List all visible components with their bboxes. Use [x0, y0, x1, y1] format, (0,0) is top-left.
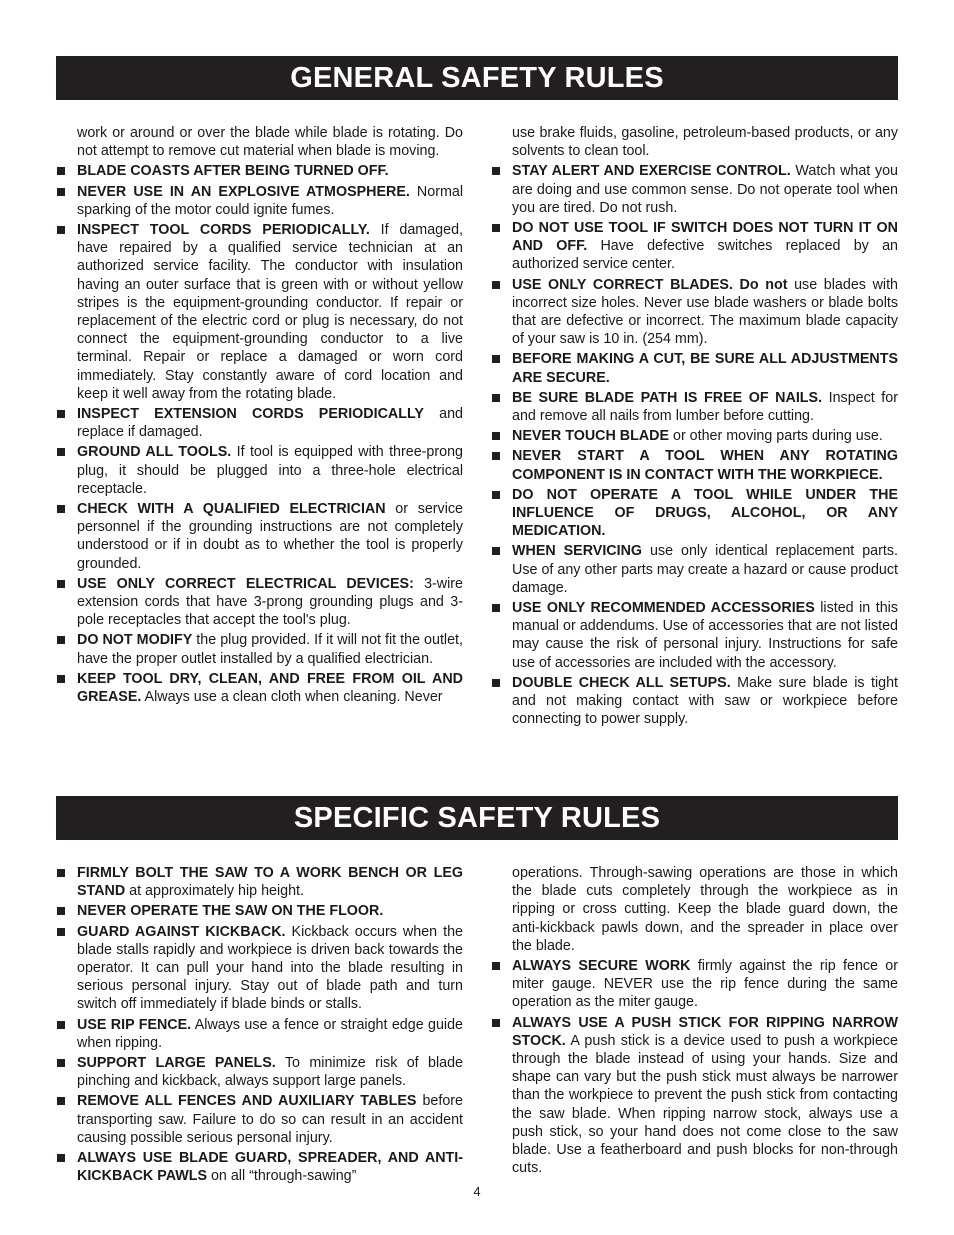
specific-safety-rules-heading: SPECIFIC SAFETY RULES	[56, 796, 898, 840]
rule-item	[491, 486, 898, 541]
rule-text: If damaged, have repaired by a qualified service technician at an authorized service facility. The conductor with insulation having an outer surface that is green with or without yellow stripes is the equipment-grounding conductor. If repair or replacement of the electric cord or plug is necessary, do not connect the equipment-grounding conductor to a live terminal. Repair or replace a damaged or worn cord immediately. Stay constantly aware of cord location and keep it well away from the rotating blade.	[77, 222, 463, 402]
square-bullet-icon	[492, 491, 500, 499]
rule-item	[56, 1054, 463, 1090]
rule-lead: NEVER USE IN AN EXPLOSIVE ATMOSPHERE.	[77, 183, 410, 200]
square-bullet-icon	[57, 167, 65, 175]
general-rules-right-column	[491, 124, 898, 731]
rule-item	[56, 1016, 463, 1052]
rule-lead: BLADE COASTS AFTER BEING TURNED OFF.	[77, 163, 389, 180]
rule-text: firmly against the rip fence or miter gauge. NEVER use the rip fence during the same operation as the miter gauge.	[512, 958, 899, 1011]
square-bullet-icon	[57, 907, 65, 915]
rule-item	[491, 1014, 898, 1178]
rule-lead: REMOVE ALL FENCES AND AUXILIARY TABLES	[77, 1093, 417, 1110]
rule-continuation	[491, 864, 898, 955]
rule-lead: GUARD AGAINST KICKBACK.	[77, 923, 286, 940]
rule-lead: FIRMLY BOLT THE SAW TO A WORK BENCH OR LEG STAND	[77, 865, 463, 900]
rule-text: before transporting saw. Failure to do so can result in an accident causing possible serious personal injury.	[77, 1093, 463, 1146]
rule-item	[491, 219, 898, 274]
rule-lead: NEVER TOUCH BLADE	[512, 428, 670, 445]
square-bullet-icon	[57, 448, 65, 456]
rule-text: or service personnel if the grounding instructions are not completely understood or if in doubt as to whether the tool is properly grounded.	[77, 501, 463, 572]
rule-item	[56, 443, 463, 498]
square-bullet-icon	[492, 452, 500, 460]
rule-text: If tool is equipped with three-prong plug, it should be plugged into a three-hole electrical receptacle.	[77, 444, 463, 497]
rule-item	[56, 1149, 463, 1185]
rule-item	[491, 350, 898, 386]
square-bullet-icon	[57, 226, 65, 234]
rule-item	[491, 389, 898, 425]
square-bullet-icon	[492, 432, 500, 440]
rule-item	[56, 1092, 463, 1147]
rule-text: or other moving parts during use.	[669, 428, 883, 445]
rule-lead: ALWAYS USE A PUSH STICK FOR RIPPING NARROW STOCK.	[512, 1014, 898, 1049]
rule-lead: DO NOT MODIFY	[77, 632, 193, 649]
rule-item	[56, 670, 463, 706]
rule-lead: INSPECT TOOL CORDS PERIODICALLY.	[77, 222, 370, 239]
rule-item	[56, 221, 463, 403]
rule-item	[491, 276, 898, 349]
rule-lead: ALWAYS USE BLADE GUARD, SPREADER, AND ANTI-KICKBACK PAWLS	[77, 1150, 463, 1185]
specific-rules-left-column	[56, 864, 463, 1187]
rule-text: use brake fluids, gasoline, petroleum-based products, or any solvents to clean tool.	[512, 125, 898, 160]
square-bullet-icon	[57, 675, 65, 683]
square-bullet-icon	[492, 355, 500, 363]
rule-text: work or around or over the blade while blade is rotating. Do not attempt to remove cut material when blade is moving.	[77, 125, 463, 160]
rule-text: on all “through-sawing”	[207, 1168, 357, 1185]
rule-lead: USE RIP FENCE.	[77, 1016, 192, 1033]
rule-text: use only identical replacement parts. Use of any other parts may create a hazard or cause product damage.	[512, 543, 898, 596]
rule-item	[491, 447, 898, 483]
square-bullet-icon	[57, 1097, 65, 1105]
rule-text: A push stick is a device used to push a workpiece through the blade instead of using your hands. Size and shape can vary but the push stick must always be narrower than the workpiece to prevent the push stick from contacting the saw blade. When ripping narrow stock, always use a push stick, so your hand does not come close to the saw blade. Use a featherboard and push blocks for non-through cuts.	[512, 1032, 898, 1177]
square-bullet-icon	[57, 636, 65, 644]
rule-lead: NEVER START A TOOL WHEN ANY ROTATING COMPONENT IS IN CONTACT WITH THE WORKPIECE.	[512, 448, 898, 483]
rule-text: use blades with incorrect size holes. Never use blade washers or blade bolts that are defective or incorrect. The maximum blade capacity of your saw is 10 in. (254 mm).	[512, 276, 898, 348]
square-bullet-icon	[57, 580, 65, 588]
rule-text: Always use a fence or straight edge guide when ripping.	[77, 1016, 464, 1051]
rule-lead: NEVER OPERATE THE SAW ON THE FLOOR.	[77, 903, 384, 920]
rule-lead: WHEN SERVICING	[512, 543, 643, 560]
rule-item	[56, 923, 463, 1014]
rule-item	[56, 500, 463, 573]
square-bullet-icon	[57, 505, 65, 513]
rule-text: the plug provided. If it will not fit the outlet, have the proper outlet installed by a qualified electrician.	[77, 632, 464, 667]
rule-item	[491, 162, 898, 217]
square-bullet-icon	[492, 167, 500, 175]
rule-lead: USE ONLY RECOMMENDED ACCESSORIES	[512, 600, 815, 617]
rule-text: and replace if damaged.	[77, 406, 463, 441]
rule-lead: DOUBLE CHECK ALL SETUPS.	[512, 674, 731, 691]
square-bullet-icon	[492, 394, 500, 402]
rule-text: Have defective switches replaced by an authorized service center.	[512, 238, 898, 273]
page-number: 4	[473, 1184, 481, 1199]
rule-text: at approximately hip height.	[125, 883, 305, 900]
general-safety-rules-heading: GENERAL SAFETY RULES	[56, 56, 898, 100]
rule-lead: KEEP TOOL DRY, CLEAN, AND FREE FROM OIL AND GREASE.	[77, 670, 463, 706]
square-bullet-icon	[492, 1019, 500, 1027]
rule-item	[56, 902, 463, 920]
rule-text: To minimize risk of blade pinching and kickback, always support large panels.	[77, 1055, 463, 1090]
square-bullet-icon	[57, 188, 65, 196]
rule-lead: BEFORE MAKING A CUT, BE SURE ALL ADJUSTMENTS ARE SECURE.	[512, 351, 898, 386]
rule-lead: ALWAYS SECURE WORK	[512, 958, 691, 975]
rule-text: listed in this manual or addendums. Use of accessories that are not listed may cause the risk of personal injury. Instructions for safe use of accessories are included with the accessory.	[512, 600, 898, 671]
rule-lead: BE SURE BLADE PATH IS FREE OF NAILS.	[512, 389, 823, 406]
rule-text: Always use a clean cloth when cleaning. Never	[141, 689, 443, 706]
square-bullet-icon	[492, 547, 500, 555]
rule-continuation	[491, 124, 898, 160]
rule-item	[491, 427, 898, 445]
rule-continuation	[56, 124, 463, 160]
rule-item	[56, 162, 463, 180]
square-bullet-icon	[57, 928, 65, 936]
rule-text: operations. Through-sawing operations are those in which the blade cuts completely through the workpiece as in ripping or cross cutting. Keep the blade guard down, the anti-kickback pawls down, and the spreader in place over the blade.	[512, 865, 898, 954]
square-bullet-icon	[492, 604, 500, 612]
rule-item	[491, 542, 898, 597]
rule-lead: GROUND ALL TOOLS.	[77, 444, 232, 461]
specific-rules-right-column	[491, 864, 898, 1179]
rule-lead: INSPECT EXTENSION CORDS PERIODICALLY	[77, 406, 424, 423]
rule-item	[56, 575, 463, 630]
square-bullet-icon	[57, 410, 65, 418]
rule-text: 3-wire extension cords that have 3-prong grounding plugs and 3-pole receptacles that accept the tool's plug.	[77, 575, 463, 629]
rule-item	[491, 957, 898, 1012]
square-bullet-icon	[57, 1021, 65, 1029]
rule-text: Normal sparking of the motor could ignite fumes.	[77, 183, 464, 218]
rule-lead: SUPPORT LARGE PANELS.	[77, 1055, 276, 1072]
square-bullet-icon	[492, 962, 500, 970]
general-rules-left-column	[56, 124, 463, 708]
square-bullet-icon	[57, 869, 65, 877]
rule-item	[491, 599, 898, 672]
square-bullet-icon	[492, 224, 500, 232]
square-bullet-icon	[492, 281, 500, 289]
rule-lead: CHECK WITH A QUALIFIED ELECTRICIAN	[77, 501, 386, 518]
rule-lead: DO NOT USE TOOL IF SWITCH DOES NOT TURN IT ON AND OFF.	[512, 220, 898, 255]
rule-text: Watch what you are doing and use common sense. Do not operate tool when you are tired. Do not rush.	[512, 163, 899, 216]
rule-lead: USE ONLY CORRECT BLADES. Do not	[512, 276, 788, 293]
rule-item	[56, 631, 463, 667]
rule-item	[56, 183, 463, 219]
rule-lead: USE ONLY CORRECT ELECTRICAL DEVICES:	[77, 575, 414, 592]
rule-text: Kickback occurs when the blade stalls rapidly and workpiece is driven back towards the operator. It can pull your hand into the blade resulting in serious personal injury. Stay out of blade path and turn switch off immediately if blade binds or stalls.	[77, 923, 464, 1013]
rule-item	[491, 674, 898, 729]
rule-lead: DO NOT OPERATE A TOOL WHILE UNDER THE INFLUENCE OF DRUGS, ALCOHOL, OR ANY MEDICATION.	[512, 486, 898, 540]
rule-item	[56, 864, 463, 900]
square-bullet-icon	[492, 679, 500, 687]
rule-item	[56, 405, 463, 441]
rule-text: Make sure blade is tight and not making contact with saw or workpiece before connecting to power supply.	[512, 674, 898, 728]
square-bullet-icon	[57, 1154, 65, 1162]
rule-text: Inspect for and remove all nails from lumber before cutting.	[512, 389, 898, 425]
rule-lead: STAY ALERT AND EXERCISE CONTROL.	[512, 163, 791, 180]
square-bullet-icon	[57, 1059, 65, 1067]
